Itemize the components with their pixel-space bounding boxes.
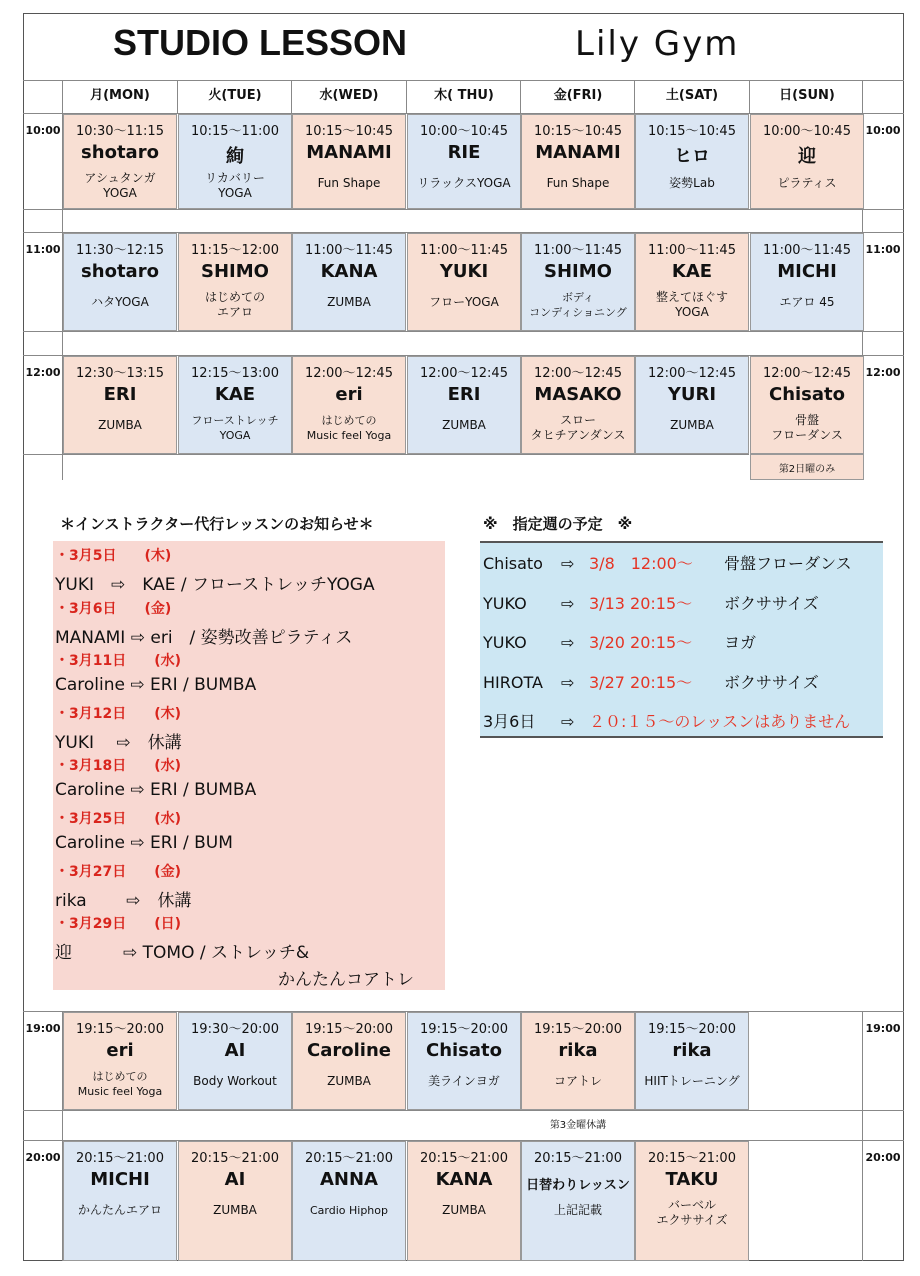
schedule-row xyxy=(483,670,819,693)
scheduled-weeks-box xyxy=(480,541,883,738)
grid-divider xyxy=(291,80,292,113)
lesson-cell xyxy=(521,233,635,331)
lesson-cell xyxy=(63,356,177,454)
arrow-icon: ⇨ xyxy=(561,633,575,652)
lesson-cell xyxy=(63,1141,177,1261)
instructor-name: MANAMI xyxy=(306,142,392,163)
notice-day-of-week: (日) xyxy=(154,916,182,933)
lesson-time: 10:30〜11:15 xyxy=(76,124,164,139)
time-label: 10:00 xyxy=(25,124,61,137)
program-name: エアロ 45 xyxy=(779,295,835,309)
grid-divider xyxy=(749,80,750,113)
schedule-who: YUKO xyxy=(483,633,527,652)
instructor-name: shotaro xyxy=(81,142,159,163)
grid-divider xyxy=(406,80,407,113)
instructor-name: SHIMO xyxy=(201,261,269,282)
notice-date-text: ・3月27日 xyxy=(55,863,127,880)
arrow-icon: ⇨ xyxy=(561,554,575,573)
lesson-cell xyxy=(292,233,406,331)
lesson-cell xyxy=(635,233,749,331)
instructor-name: shotaro xyxy=(81,261,159,282)
schedule-row xyxy=(483,709,850,732)
notice-line: Caroline ⇨ ERI / BUM xyxy=(55,833,233,853)
lesson-cell xyxy=(407,1012,521,1110)
program-name: はじめての Music feel Yoga xyxy=(306,414,392,442)
instructor-name: AI xyxy=(224,1040,246,1061)
lesson-cell xyxy=(635,1012,749,1110)
notice-line: rika ⇨ 休講 xyxy=(55,890,192,911)
program-name: フローストレッチ YOGA xyxy=(191,414,279,442)
program-name: かんたんエアロ xyxy=(77,1203,162,1217)
program-name: アシュタンガ YOGA xyxy=(84,171,156,200)
program-name: ZUMBA xyxy=(327,1074,371,1088)
schedule-who: HIROTA xyxy=(483,672,543,692)
lesson-cell xyxy=(635,356,749,454)
lesson-cell xyxy=(292,114,406,209)
program-name: Fun Shape xyxy=(317,176,381,190)
lesson-cell xyxy=(750,356,864,454)
schedule-what: ボクササイズ xyxy=(724,672,819,692)
notice-date xyxy=(55,755,181,775)
lesson-time: 12:00〜12:45 xyxy=(763,366,851,381)
grid-divider xyxy=(634,80,635,113)
time-label: 12:00 xyxy=(865,366,901,379)
time-label: 10:00 xyxy=(865,124,901,137)
lesson-time: 19:30〜20:00 xyxy=(191,1022,279,1037)
program-name: ZUMBA xyxy=(442,1203,486,1217)
schedule-when: 3/20 20:15〜 xyxy=(589,633,693,652)
lesson-time: 10:15〜10:45 xyxy=(305,124,393,139)
instructor-name: SHIMO xyxy=(544,261,612,282)
lesson-cell xyxy=(63,1012,177,1110)
lesson-time: 19:15〜20:00 xyxy=(420,1022,508,1037)
schedule-what: ボクササイズ xyxy=(724,593,819,613)
arrow-icon: ⇨ xyxy=(561,672,575,692)
lesson-time: 11:00〜11:45 xyxy=(420,243,508,258)
notice-date-text: ・3月29日 xyxy=(55,916,127,933)
time-label: 19:00 xyxy=(865,1022,901,1035)
lesson-time: 20:15〜21:00 xyxy=(420,1151,508,1166)
schedule-who: 3月6日 xyxy=(483,712,536,731)
program-name: 骨盤 フローダンス xyxy=(771,413,843,442)
substitute-notice-title: ＊インストラクター代行レッスンのお知らせ＊ xyxy=(60,515,374,533)
notice-date-text: ・3月6日 xyxy=(55,600,117,617)
lesson-note: 第3金曜休講 xyxy=(549,1120,607,1131)
arrow-icon: ⇨ xyxy=(561,712,575,731)
lesson-time: 11:00〜11:45 xyxy=(648,243,736,258)
lesson-cell xyxy=(750,233,864,331)
time-label: 20:00 xyxy=(25,1151,61,1164)
lesson-time: 11:15〜12:00 xyxy=(191,243,279,258)
program-name: リラックスYOGA xyxy=(417,176,511,190)
grid-divider xyxy=(862,1011,863,1261)
notice-day-of-week: (水) xyxy=(154,811,182,827)
program-name: Body Workout xyxy=(193,1074,277,1088)
program-name: スロー タヒチアンダンス xyxy=(530,413,626,442)
day-header: 水(WED) xyxy=(319,88,379,103)
program-name: ZUMBA xyxy=(98,418,142,432)
program-name: ZUMBA xyxy=(442,418,486,432)
instructor-name: Chisato xyxy=(425,1040,503,1061)
lesson-time: 12:00〜12:45 xyxy=(305,366,393,381)
program-name: ZUMBA xyxy=(327,295,371,309)
schedule-what: ヨガ xyxy=(724,633,757,652)
lesson-time: 20:15〜21:00 xyxy=(648,1151,736,1166)
notice-date xyxy=(55,545,171,565)
lesson-note: 第2日曜のみ xyxy=(778,464,836,475)
grid-divider xyxy=(177,80,178,113)
notice-date xyxy=(55,650,181,670)
instructor-name: TAKU xyxy=(665,1169,719,1190)
lesson-time: 10:15〜10:45 xyxy=(534,124,622,139)
program-name: 整えてほぐす YOGA xyxy=(655,290,728,319)
program-name: リカバリー YOGA xyxy=(205,171,265,200)
program-name: はじめての Music feel Yoga xyxy=(77,1070,163,1098)
program-name: Cardio Hiphop xyxy=(309,1204,388,1217)
lesson-time: 11:00〜11:45 xyxy=(763,243,851,258)
notice-date-text: ・3月12日 xyxy=(55,705,127,722)
instructor-name: eri xyxy=(335,384,363,405)
schedule-who: YUKO xyxy=(483,593,527,613)
schedule-row xyxy=(483,591,819,614)
lesson-time: 10:15〜10:45 xyxy=(648,124,736,139)
notice-date xyxy=(55,913,181,933)
program-name: はじめての エアロ xyxy=(204,290,265,319)
lesson-cell xyxy=(292,1012,406,1110)
instructor-name: 絢 xyxy=(226,146,244,167)
notice-date-text: ・3月11日 xyxy=(55,653,127,670)
instructor-name: ヒロ xyxy=(674,146,710,167)
lesson-cell xyxy=(178,114,292,209)
instructor-name: eri xyxy=(106,1040,134,1061)
instructor-name: MICHI xyxy=(777,261,837,282)
notice-line: Caroline ⇨ ERI / BUMBA xyxy=(55,675,257,696)
day-header: 月(MON) xyxy=(90,88,150,103)
lesson-cell xyxy=(407,1141,521,1261)
time-label: 20:00 xyxy=(865,1151,901,1164)
schedule-what: 骨盤フローダンス xyxy=(724,554,852,573)
instructor-name: Caroline xyxy=(307,1040,391,1061)
notice-line: YUKI ⇨ KAE / フローストレッチYOGA xyxy=(55,575,375,595)
instructor-name: MANAMI xyxy=(535,142,621,163)
lesson-time: 19:15〜20:00 xyxy=(648,1022,736,1037)
lesson-cell xyxy=(635,1141,749,1261)
program-name: バーベル エクササイズ xyxy=(656,1198,728,1227)
notice-day-of-week: (木) xyxy=(154,705,182,722)
notice-day-of-week: (水) xyxy=(154,653,182,670)
day-header: 火(TUE) xyxy=(208,88,262,103)
day-header: 木( THU) xyxy=(434,88,494,103)
lesson-time: 19:15〜20:00 xyxy=(76,1022,164,1037)
time-label: 19:00 xyxy=(25,1022,61,1035)
program-name: HIITトレーニング xyxy=(644,1074,740,1088)
lesson-time: 20:15〜21:00 xyxy=(534,1151,622,1166)
arrow-icon: ⇨ xyxy=(561,593,575,613)
schedule-row xyxy=(483,551,852,574)
lesson-time: 12:00〜12:45 xyxy=(534,366,622,381)
notice-date-text: ・3月18日 xyxy=(55,758,127,775)
notice-date-text: ・3月5日 xyxy=(55,548,117,564)
program-name: 上記記載 xyxy=(553,1203,602,1217)
lesson-cell xyxy=(635,114,749,209)
notice-day-of-week: (金) xyxy=(154,863,182,880)
instructor-name: ANNA xyxy=(320,1169,378,1190)
row-divider xyxy=(23,1110,904,1111)
schedule-when: 3/27 20:15〜 xyxy=(589,672,693,692)
lesson-cell xyxy=(178,1012,292,1110)
notice-line: MANAMI ⇨ eri / 姿勢改善ピラティス xyxy=(55,627,353,648)
lesson-time: 12:00〜12:45 xyxy=(420,366,508,381)
notice-date xyxy=(55,598,171,618)
program-name: ハタYOGA xyxy=(91,295,149,309)
page-title: STUDIO LESSON xyxy=(113,22,408,63)
instructor-name: rika xyxy=(558,1040,598,1061)
lesson-cell xyxy=(521,356,635,454)
row-divider xyxy=(23,454,749,455)
instructor-name: KAE xyxy=(671,261,713,282)
program-name: Fun Shape xyxy=(546,176,610,190)
scheduled-weeks-title: ※ 指定週の予定 ※ xyxy=(483,515,633,533)
notice-date xyxy=(55,808,181,828)
instructor-name: ERI xyxy=(103,384,137,405)
day-header: 日(SUN) xyxy=(779,88,835,103)
lesson-cell xyxy=(521,1141,635,1261)
lesson-cell xyxy=(521,114,635,209)
instructor-name: 迎 xyxy=(798,146,816,167)
lesson-time: 12:00〜12:45 xyxy=(648,366,736,381)
notice-day-of-week: (木) xyxy=(144,548,172,564)
schedule-when: 3/8 12:00〜 xyxy=(589,554,693,573)
lesson-time: 12:30〜13:15 xyxy=(76,366,164,381)
lesson-cell xyxy=(178,356,292,454)
notice-date xyxy=(55,861,181,881)
instructor-name: YUKI xyxy=(439,261,489,282)
instructor-name: MASAKO xyxy=(534,384,622,405)
instructor-name: ERI xyxy=(447,384,481,405)
lesson-cell xyxy=(407,356,521,454)
title-divider xyxy=(23,80,904,81)
program-name: ZUMBA xyxy=(670,418,714,432)
lesson-cell xyxy=(178,233,292,331)
lesson-time: 12:15〜13:00 xyxy=(191,366,279,381)
time-label: 11:00 xyxy=(865,243,901,256)
notice-day-of-week: (水) xyxy=(154,758,182,775)
lesson-cell xyxy=(292,356,406,454)
instructor-name: AI xyxy=(224,1169,246,1190)
instructor-name: 日替わりレッスン xyxy=(526,1178,630,1193)
lesson-time: 10:15〜11:00 xyxy=(191,124,279,139)
program-name: ZUMBA xyxy=(213,1203,257,1217)
row-divider xyxy=(23,209,904,210)
lesson-time: 19:15〜20:00 xyxy=(534,1022,622,1037)
lesson-time: 19:15〜20:00 xyxy=(305,1022,393,1037)
program-name: ピラティス xyxy=(777,176,837,190)
lesson-time: 10:00〜10:45 xyxy=(420,124,508,139)
lesson-time: 11:00〜11:45 xyxy=(305,243,393,258)
lesson-time: 10:00〜10:45 xyxy=(763,124,851,139)
row-divider xyxy=(23,331,904,332)
instructor-name: KAE xyxy=(214,384,256,405)
instructor-name: KANA xyxy=(320,261,378,282)
day-header: 金(FRI) xyxy=(553,88,603,103)
program-name: 姿勢Lab xyxy=(669,176,715,190)
lesson-time: 20:15〜21:00 xyxy=(76,1151,164,1166)
lesson-cell xyxy=(521,1012,635,1110)
lesson-cell xyxy=(63,233,177,331)
grid-divider xyxy=(520,80,521,113)
lesson-cell xyxy=(750,114,864,209)
notice-line: Caroline ⇨ ERI / BUMBA xyxy=(55,780,257,801)
lesson-cell xyxy=(407,233,521,331)
day-header: 土(SAT) xyxy=(665,88,719,103)
program-name: フローYOGA xyxy=(429,295,499,309)
schedule-when: 3/13 20:15〜 xyxy=(589,593,693,613)
instructor-name: RIE xyxy=(447,142,481,163)
time-label: 11:00 xyxy=(25,243,61,256)
substitute-notice-box xyxy=(53,541,445,990)
lesson-time: 11:00〜11:45 xyxy=(534,243,622,258)
notice-day-of-week: (金) xyxy=(144,600,172,617)
lesson-cell xyxy=(292,1141,406,1261)
gym-logo: Lily Gym xyxy=(575,24,740,64)
notice-line: かんたんコアトレ xyxy=(278,970,414,991)
lesson-time: 11:30〜12:15 xyxy=(76,243,164,258)
notice-line: 迎 ⇨ TOMO / ストレッチ& xyxy=(55,943,310,964)
instructor-name: YURI xyxy=(667,384,717,405)
notice-date xyxy=(55,703,181,723)
notice-line: YUKI ⇨ 休講 xyxy=(55,732,182,753)
program-name: ボディ コンディショニング xyxy=(529,291,627,319)
lesson-time: 20:15〜21:00 xyxy=(191,1151,279,1166)
schedule-row xyxy=(483,630,756,653)
instructor-name: Chisato xyxy=(768,384,846,405)
lesson-cell xyxy=(63,114,177,209)
schedule-who: Chisato xyxy=(483,554,543,573)
notice-date-text: ・3月25日 xyxy=(55,811,127,827)
lesson-cell xyxy=(178,1141,292,1261)
instructor-name: KANA xyxy=(435,1169,493,1190)
instructor-name: rika xyxy=(672,1040,712,1061)
lesson-cell xyxy=(407,114,521,209)
program-name: 美ラインヨガ xyxy=(428,1074,500,1088)
time-label: 12:00 xyxy=(25,366,61,379)
lesson-time: 20:15〜21:00 xyxy=(305,1151,393,1166)
schedule-when: ２０:１５〜のレッスンはありません xyxy=(589,712,851,731)
instructor-name: MICHI xyxy=(90,1169,150,1190)
program-name: コアトレ xyxy=(553,1074,602,1088)
